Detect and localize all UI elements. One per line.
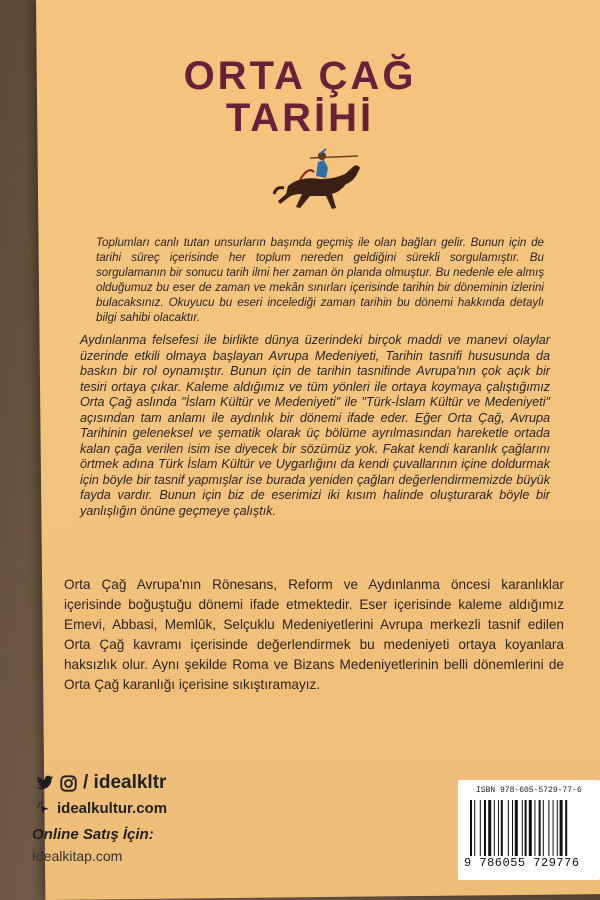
barcode-icon: [466, 800, 600, 856]
body-paragraph-1: Aydınlanma felsefesi ile birlikte dünya üzerindeki birçok maddi ve manevi olaylar üzerinde etkili olmaya başlayan Avrupa Medeniyeti, Tarihin tasnifi hususunda da baskın bir rol oynamıştır. Bunun için de tarihin tasnifinde Avrupa'nın çok açık bir tesiri ortaya çıkar. Kaleme aldığımız ve tüm yönleri ile ortaya koymaya çalıştığımız Orta Çağ aslında "İslam Kültür ve Medeniyeti" ile "Türk-İslam Kültür ve Medeniyeti" açısından tam anlamı ile aydınlık bir dönemi ifade eder. Eğer Orta Çağ, Avrupa Tarihinin geleneksel ve şematik olarak üç bölüme ayrılmasından hareketle ortada kalan çağa verilen isim ise diyecek bir sözümüz yok. Fakat kendi karanlık çağlarını örtmek adına Türk İslam Kültür ve Uygarlığını da kendi çuvallarının içine doldurmak için böyle bir tasnif yapmışlar ise burada yeniden çağları değerlendirmemizde büyük fayda vardır. Bunun için biz de eserimizi iki kısım halinde oluşturarak böyle bir yanlışlığın önüne geçmeye çalıştık.: [80, 333, 550, 518]
book-title-line1: ORTA ÇAĞ: [183, 54, 417, 98]
isbn-digits: 9 786055 729776: [464, 856, 580, 870]
twitter-icon[interactable]: [36, 775, 54, 791]
online-sale-link[interactable]: İdealkitap.com: [32, 848, 123, 864]
book-title-line2: TARİHİ: [225, 96, 375, 140]
body-paragraph-2: Orta Çağ Avrupa'nın Rönesans, Reform ve Aydınlanma öncesi karanlıklar içerisinde boğuştuğu dönemi ifade etmektedir. Eser içerisinde kaleme aldığımız Emevi, Abbasi, Memlûk, Selçuklu Medeniyetlerini Avrupa merkezli tasnif edilen Orta Çağ kavramı içerisinde değerlendirmek bu medeniyeti ortaya koyanlara haksızlık olur. Aynı şekilde Roma ve Bizans Medeniyetlerinin belli dönemlerini de Orta Çağ karanlığı içerisine sıkıştıramayız.: [64, 577, 564, 692]
horse-rider-icon: [270, 146, 370, 216]
social-handle[interactable]: / idealkltr: [83, 772, 167, 793]
cursor-click-icon: [36, 801, 52, 817]
social-links: [36, 772, 166, 794]
website-link[interactable]: idealkultur.com: [57, 800, 168, 817]
online-sale-label: Online Satış İçin:: [32, 826, 154, 843]
isbn-label: ISBN 978-605-5729-77-6: [476, 786, 582, 795]
instagram-icon[interactable]: [60, 775, 77, 792]
intro-paragraph: Toplumları canlı tutan unsurların başında geçmiş ile olan bağları gelir. Bunun için de tarihi süreç içerisinde her toplum nereden geldiğini sürekli sorgulamıştır. Bu sorgulamanın bir sonucu tarih ilmi her zaman ön planda olmuştur. Bu nedenle ele almış olduğumuz bu eser de zaman ve mekân sınırları içerisinde tarihin bir döneminin izlerini bulacaksınız. Okuyucu bu eseri incelediği zaman tarihin bu dönemi hakkında detaylı bilgi sahibi olacaktır.: [96, 236, 544, 324]
website-row: [36, 800, 167, 817]
barcode-panel: [458, 780, 600, 880]
